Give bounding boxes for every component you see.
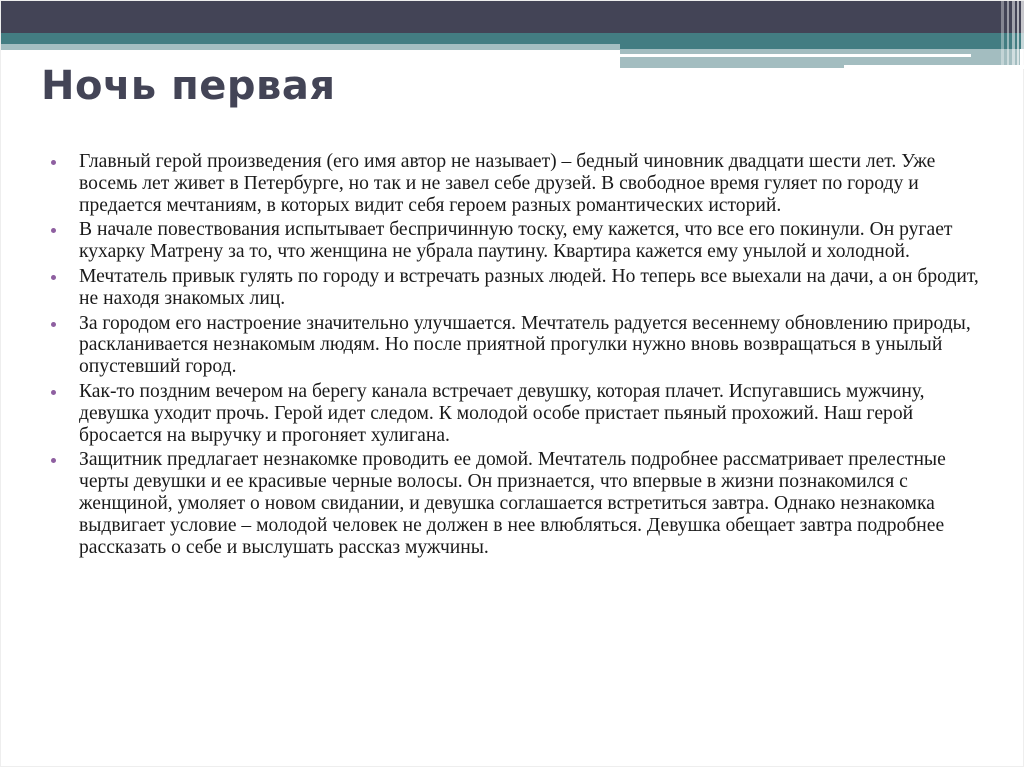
- header-edge-stripe: [1012, 1, 1015, 69]
- header-band-light-left: [1, 44, 620, 50]
- bullet-dot-icon: [51, 275, 56, 280]
- bullet-item: [49, 313, 979, 378]
- bullet-text: Защитник предлагает незнакомке проводить ее домой. Мечтатель подробнее рассматривает прелестные черты девушки и ее красивые черные волосы. Он признается, что впервые в жизни познакомился с женщиной, умоляет о новом свидании, и девушка соглашается встретиться завтра. Однако незнакомка выдвигает условие – молодой человек не должен в нее влюбляться. Девушка обещает завтра подробнее рассказать о себе и выслушать рассказ мужчины.: [79, 449, 946, 558]
- bullet-item: [49, 266, 979, 310]
- bullet-text: В начале повествования испытывает беспричинную тоску, ему кажется, что все его покинули. Он ругает кухарку Матрену за то, что женщина не убрала паутину. Квартира кажется ему унылой и холодной.: [79, 219, 953, 263]
- header-edge-stripe: [1017, 1, 1019, 69]
- slide-title: Ночь первая: [41, 63, 336, 109]
- bullet-dot-icon: [51, 228, 56, 233]
- bullet-text: Мечтатель привык гулять по городу и встречать разных людей. Но теперь все выехали на дачи, а он бродит, не находя знакомых лиц.: [79, 265, 979, 309]
- bullet-item: [49, 381, 979, 446]
- header-white-gap: [844, 65, 1024, 69]
- header-band-dark: [1, 1, 1024, 33]
- bullet-item: [49, 151, 979, 216]
- bullet-dot-icon: [51, 160, 56, 165]
- header-white-line: [620, 54, 971, 57]
- bullet-dot-icon: [51, 322, 56, 327]
- bullet-dot-icon: [51, 390, 56, 395]
- bullet-list: [49, 151, 979, 561]
- header-edge-stripe: [1001, 1, 1004, 69]
- bullet-text: Главный герой произведения (его имя автор не называет) – бедный чиновник двадцати шести лет. Уже восемь лет живет в Петербурге, но так и не завел себе друзей. В свободное время гуляет по городу и предается мечтаниям, в которых видит себя героем разных романтических историй.: [79, 151, 936, 216]
- bullet-item: [49, 449, 979, 558]
- header-edge-stripe: [1007, 1, 1009, 69]
- bullet-item: [49, 219, 979, 263]
- bullet-text: Как-то поздним вечером на берегу канала встречает девушку, которая плачет. Испугавшись мужчину, девушка уходит прочь. Герой идет следом. К молодой особе пристает пьяный прохожий. Наш герой бросается на выручку и прогоняет хулигана.: [79, 380, 925, 446]
- bullet-dot-icon: [51, 458, 56, 463]
- bullet-text: За городом его настроение значительно улучшается. Мечтатель радуется весеннему обновлению природы, раскланивается незнакомым людям. Но после приятной прогулки нужно вновь возвращаться в унылый опустевший город.: [79, 312, 971, 378]
